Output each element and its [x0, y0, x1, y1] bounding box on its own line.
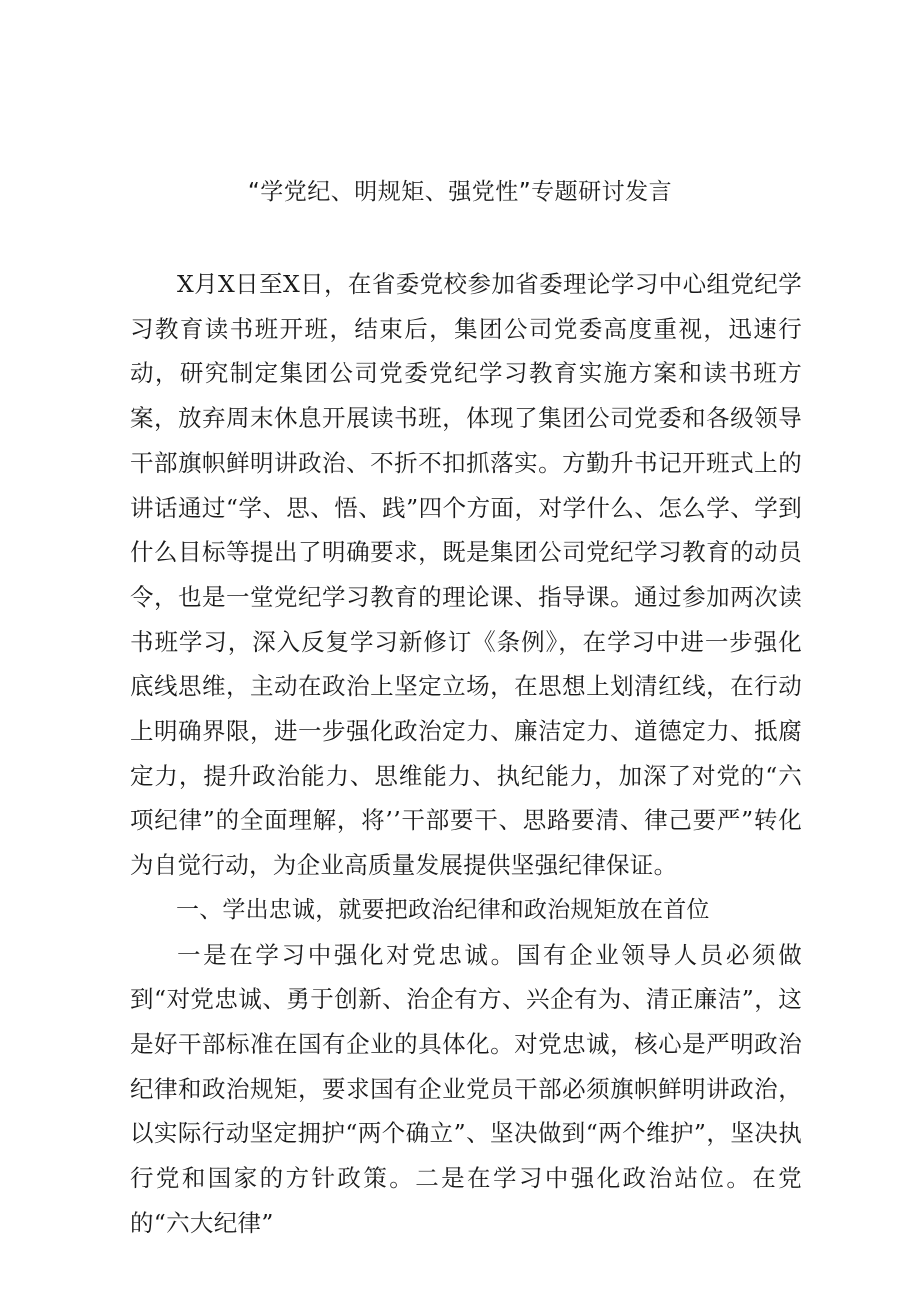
intro-paragraph: X月X日至X日，在省委党校参加省委理论学习中心组党纪学习教育读书班开班，结束后，集团公司党委高度重视，迅速行动，研究制定集团公司党委党纪学习教育实施方案和读书班方案，放弃周末休息开展读书班，体现了集团公司党委和各级领导干部旗帜鲜明讲政治、不折不扣抓落实。方勤升书记开班式上的讲话通过“学、思、悟、践”四个方面，对学什么、怎么学、学到什么目标等提出了明确要求，既是集团公司党纪学习教育的动员令，也是一堂党纪学习教育的理论课、指导课。通过参加两次读书班学习，深入反复学习新修订《条例》，在学习中进一步强化底线思维，主动在政治上坚定立场，在思想上划清红线，在行动上明确界限，进一步强化政治定力、廉洁定力、道德定力、抵腐定力，提升政治能力、思维能力、执纪能力，加深了对党的“六项纪律”的全面理解，将’’干部要干、思路要清、律己要严”转化为自觉行动，为企业高质量发展提供坚强纪律保证。: [130, 270, 802, 880]
section-heading: 一、学出忠诚，就要把政治纪律和政治规矩放在首位: [176, 896, 710, 923]
document-body: [130, 262, 802, 1245]
document-title: “学党纪、明规矩、强党性”专题研讨发言: [247, 179, 673, 205]
section-paragraph: 一是在学习中强化对党忠诚。国有企业领导人员必须做到“对党忠诚、勇于创新、治企有方、兴企有为、清正廉洁”，这是好干部标准在国有企业的具体化。对党忠诚，核心是严明政治纪律和政治规矩，要求国有企业党员干部必须旗帜鲜明讲政治，以实际行动坚定拥护“两个确立”、坚决做到“两个维护”，坚决执行党和国家的方针政策。二是在学习中强化政治站位。在党的“六大纪律”: [130, 940, 802, 1237]
